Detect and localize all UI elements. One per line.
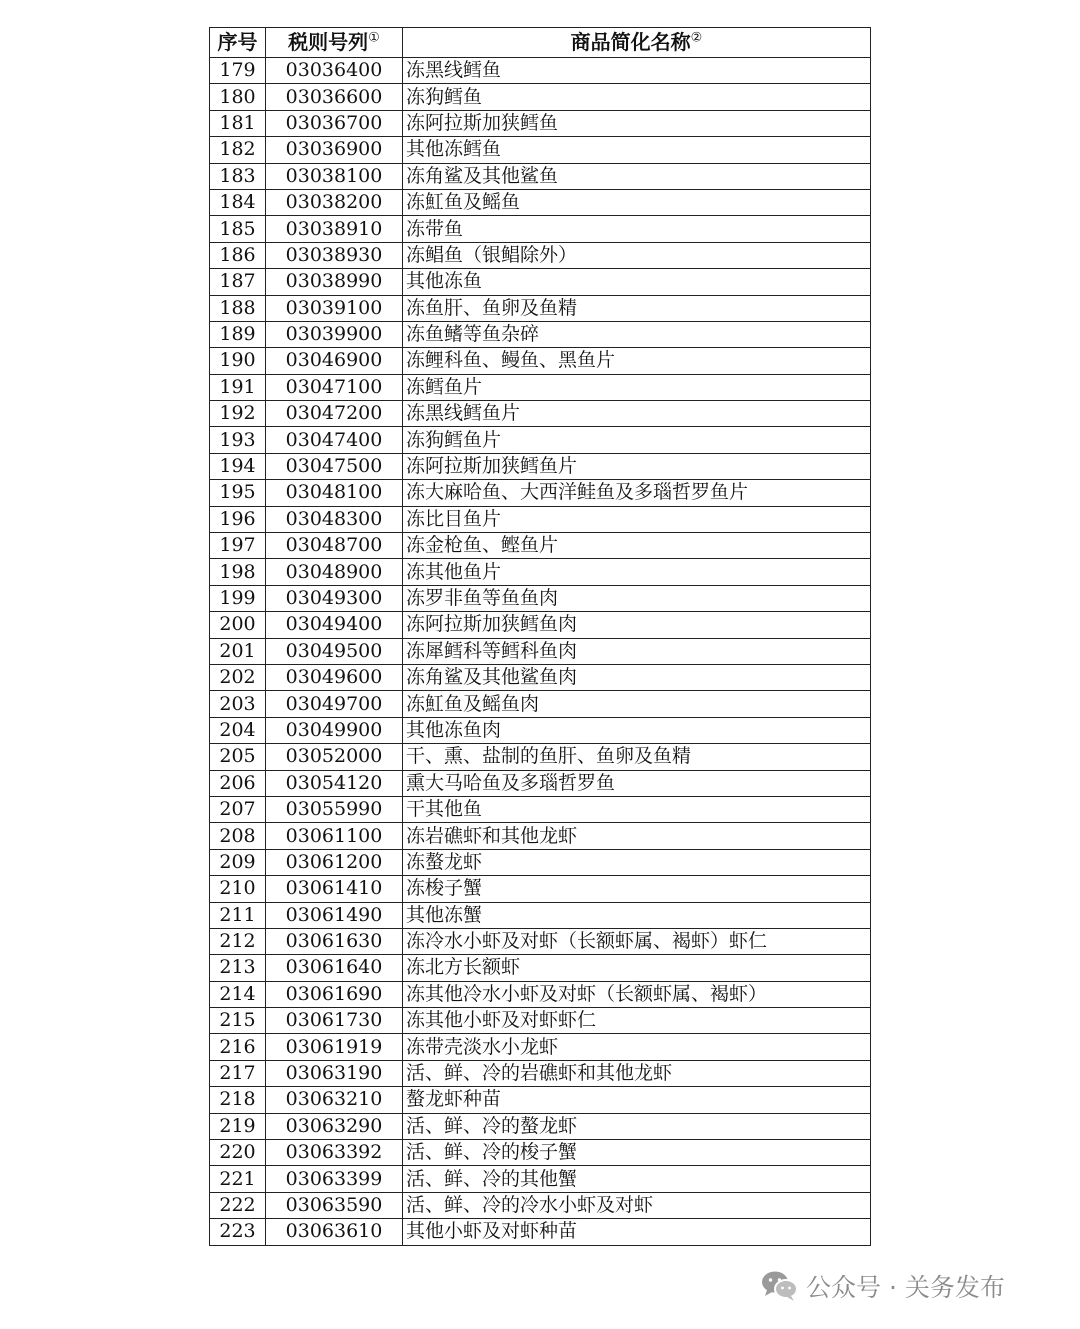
serial-number-cell: 221 bbox=[210, 1166, 266, 1192]
serial-number-cell: 213 bbox=[210, 955, 266, 981]
product-name-cell: 冻其他鱼片 bbox=[403, 559, 871, 585]
tariff-code-cell: 03049500 bbox=[266, 638, 403, 664]
product-name-cell: 冻带鱼 bbox=[403, 216, 871, 242]
tariff-code-cell: 03061200 bbox=[266, 849, 403, 875]
product-name-cell: 活、鲜、冷的岩礁虾和其他龙虾 bbox=[403, 1060, 871, 1086]
product-name-cell: 干、熏、盐制的鱼肝、鱼卵及鱼精 bbox=[403, 744, 871, 770]
tariff-code-cell: 03039900 bbox=[266, 321, 403, 347]
serial-number-cell: 193 bbox=[210, 427, 266, 453]
table-row bbox=[210, 770, 871, 796]
product-name-cell: 冻鱼肝、鱼卵及鱼精 bbox=[403, 295, 871, 321]
tariff-code-cell: 03061690 bbox=[266, 981, 403, 1007]
serial-number-cell: 198 bbox=[210, 559, 266, 585]
product-name-cell: 冻魟鱼及鳐鱼 bbox=[403, 189, 871, 215]
table-row bbox=[210, 1140, 871, 1166]
product-name-cell: 其他冻蟹 bbox=[403, 902, 871, 928]
tariff-code-cell: 03063590 bbox=[266, 1192, 403, 1218]
table-row bbox=[210, 58, 871, 84]
product-name-cell: 冻比目鱼片 bbox=[403, 506, 871, 532]
table-row bbox=[210, 928, 871, 954]
table-row bbox=[210, 1113, 871, 1139]
product-name-cell: 冻阿拉斯加狭鳕鱼肉 bbox=[403, 612, 871, 638]
serial-number-cell: 208 bbox=[210, 823, 266, 849]
tariff-code-cell: 03038200 bbox=[266, 189, 403, 215]
product-name-cell: 冻罗非鱼等鱼鱼肉 bbox=[403, 585, 871, 611]
tariff-code-cell: 03046900 bbox=[266, 348, 403, 374]
tariff-code-cell: 03061919 bbox=[266, 1034, 403, 1060]
table-body bbox=[210, 58, 871, 1246]
serial-number-cell: 184 bbox=[210, 189, 266, 215]
product-name-cell: 其他冻鳕鱼 bbox=[403, 137, 871, 163]
serial-number-cell: 212 bbox=[210, 928, 266, 954]
tariff-code-cell: 03047200 bbox=[266, 401, 403, 427]
serial-number-cell: 218 bbox=[210, 1087, 266, 1113]
tariff-code-cell: 03048700 bbox=[266, 533, 403, 559]
product-name-cell: 冻其他冷水小虾及对虾（长额虾属、褐虾） bbox=[403, 981, 871, 1007]
tariff-code-cell: 03049600 bbox=[266, 664, 403, 690]
tariff-code-cell: 03055990 bbox=[266, 796, 403, 822]
product-name-cell: 冻带壳淡水小龙虾 bbox=[403, 1034, 871, 1060]
serial-number-cell: 206 bbox=[210, 770, 266, 796]
tariff-code-cell: 03054120 bbox=[266, 770, 403, 796]
product-name-cell: 冻鳕鱼片 bbox=[403, 374, 871, 400]
table-row bbox=[210, 1192, 871, 1218]
serial-number-cell: 194 bbox=[210, 453, 266, 479]
table-row bbox=[210, 1034, 871, 1060]
tariff-code-cell: 03061490 bbox=[266, 902, 403, 928]
product-name-cell: 冻黑线鳕鱼 bbox=[403, 58, 871, 84]
table-row bbox=[210, 269, 871, 295]
tariff-code-cell: 03038100 bbox=[266, 163, 403, 189]
tariff-code-cell: 03038990 bbox=[266, 269, 403, 295]
table-row bbox=[210, 664, 871, 690]
tariff-code-cell: 03063290 bbox=[266, 1113, 403, 1139]
table-row bbox=[210, 453, 871, 479]
tariff-code-cell: 03048100 bbox=[266, 480, 403, 506]
table-row bbox=[210, 533, 871, 559]
serial-number-cell: 219 bbox=[210, 1113, 266, 1139]
serial-number-cell: 190 bbox=[210, 348, 266, 374]
header-product-name: 商品简化名称② bbox=[403, 28, 871, 58]
serial-number-cell: 204 bbox=[210, 717, 266, 743]
table-row bbox=[210, 321, 871, 347]
tariff-code-cell: 03061630 bbox=[266, 928, 403, 954]
serial-number-cell: 187 bbox=[210, 269, 266, 295]
table-row bbox=[210, 242, 871, 268]
header-tariff-code: 税则号列① bbox=[266, 28, 403, 58]
table-row bbox=[210, 796, 871, 822]
table-row bbox=[210, 1087, 871, 1113]
table-row bbox=[210, 189, 871, 215]
product-name-cell: 冻角鲨及其他鲨鱼 bbox=[403, 163, 871, 189]
product-name-cell: 冻犀鳕科等鳕科鱼肉 bbox=[403, 638, 871, 664]
table-row bbox=[210, 849, 871, 875]
serial-number-cell: 191 bbox=[210, 374, 266, 400]
product-name-cell: 熏大马哈鱼及多瑙哲罗鱼 bbox=[403, 770, 871, 796]
table-row bbox=[210, 506, 871, 532]
table-row bbox=[210, 84, 871, 110]
table-row bbox=[210, 1060, 871, 1086]
footnote-marker: ① bbox=[368, 30, 380, 46]
product-name-cell: 冻梭子蟹 bbox=[403, 876, 871, 902]
table-row bbox=[210, 401, 871, 427]
tariff-code-cell: 03049400 bbox=[266, 612, 403, 638]
tariff-code-cell: 03061640 bbox=[266, 955, 403, 981]
product-name-cell: 冻黑线鳕鱼片 bbox=[403, 401, 871, 427]
table-row bbox=[210, 480, 871, 506]
tariff-code-cell: 03063210 bbox=[266, 1087, 403, 1113]
serial-number-cell: 189 bbox=[210, 321, 266, 347]
product-name-cell: 冻狗鳕鱼片 bbox=[403, 427, 871, 453]
tariff-code-cell: 03063399 bbox=[266, 1166, 403, 1192]
serial-number-cell: 188 bbox=[210, 295, 266, 321]
table-row bbox=[210, 137, 871, 163]
table-row bbox=[210, 1008, 871, 1034]
tariff-code-cell: 03047400 bbox=[266, 427, 403, 453]
table-row bbox=[210, 163, 871, 189]
serial-number-cell: 185 bbox=[210, 216, 266, 242]
product-name-cell: 冻魟鱼及鳐鱼肉 bbox=[403, 691, 871, 717]
serial-number-cell: 196 bbox=[210, 506, 266, 532]
serial-number-cell: 192 bbox=[210, 401, 266, 427]
serial-number-cell: 214 bbox=[210, 981, 266, 1007]
serial-number-cell: 222 bbox=[210, 1192, 266, 1218]
serial-number-cell: 215 bbox=[210, 1008, 266, 1034]
product-name-cell: 干其他鱼 bbox=[403, 796, 871, 822]
tariff-code-cell: 03049300 bbox=[266, 585, 403, 611]
tariff-code-cell: 03036700 bbox=[266, 110, 403, 136]
product-name-cell: 冻鲤科鱼、鳗鱼、黑鱼片 bbox=[403, 348, 871, 374]
serial-number-cell: 211 bbox=[210, 902, 266, 928]
serial-number-cell: 195 bbox=[210, 480, 266, 506]
product-name-cell: 冻岩礁虾和其他龙虾 bbox=[403, 823, 871, 849]
table-row bbox=[210, 955, 871, 981]
table-row bbox=[210, 559, 871, 585]
product-name-cell: 冻阿拉斯加狭鳕鱼 bbox=[403, 110, 871, 136]
product-name-cell: 冻冷水小虾及对虾（长额虾属、褐虾）虾仁 bbox=[403, 928, 871, 954]
tariff-code-cell: 03039100 bbox=[266, 295, 403, 321]
serial-number-cell: 203 bbox=[210, 691, 266, 717]
tariff-code-cell: 03048900 bbox=[266, 559, 403, 585]
serial-number-cell: 209 bbox=[210, 849, 266, 875]
product-name-cell: 冻大麻哈鱼、大西洋鲑鱼及多瑙哲罗鱼片 bbox=[403, 480, 871, 506]
table-row bbox=[210, 1166, 871, 1192]
serial-number-cell: 220 bbox=[210, 1140, 266, 1166]
table-row bbox=[210, 216, 871, 242]
product-name-cell: 活、鲜、冷的梭子蟹 bbox=[403, 1140, 871, 1166]
table-header-row bbox=[210, 28, 871, 58]
serial-number-cell: 201 bbox=[210, 638, 266, 664]
serial-number-cell: 182 bbox=[210, 137, 266, 163]
tariff-code-cell: 03036600 bbox=[266, 84, 403, 110]
product-name-cell: 其他冻鱼 bbox=[403, 269, 871, 295]
serial-number-cell: 179 bbox=[210, 58, 266, 84]
tariff-code-cell: 03052000 bbox=[266, 744, 403, 770]
serial-number-cell: 223 bbox=[210, 1219, 266, 1245]
tariff-code-cell: 03061730 bbox=[266, 1008, 403, 1034]
serial-number-cell: 216 bbox=[210, 1034, 266, 1060]
table-row bbox=[210, 717, 871, 743]
product-name-cell: 冻角鲨及其他鲨鱼肉 bbox=[403, 664, 871, 690]
table-row bbox=[210, 902, 871, 928]
table-row bbox=[210, 348, 871, 374]
serial-number-cell: 217 bbox=[210, 1060, 266, 1086]
serial-number-cell: 197 bbox=[210, 533, 266, 559]
table-row bbox=[210, 638, 871, 664]
watermark bbox=[760, 1268, 1005, 1304]
product-name-cell: 活、鲜、冷的其他蟹 bbox=[403, 1166, 871, 1192]
product-name-cell: 其他小虾及对虾种苗 bbox=[403, 1219, 871, 1245]
tariff-code-cell: 03047500 bbox=[266, 453, 403, 479]
product-name-cell: 冻北方长额虾 bbox=[403, 955, 871, 981]
table-row bbox=[210, 110, 871, 136]
tariff-code-cell: 03063190 bbox=[266, 1060, 403, 1086]
product-name-cell: 冻狗鳕鱼 bbox=[403, 84, 871, 110]
tariff-code-cell: 03038910 bbox=[266, 216, 403, 242]
table-row bbox=[210, 981, 871, 1007]
tariff-code-cell: 03061100 bbox=[266, 823, 403, 849]
header-serial-number: 序号 bbox=[210, 28, 266, 58]
table-row bbox=[210, 585, 871, 611]
serial-number-cell: 199 bbox=[210, 585, 266, 611]
product-name-cell: 活、鲜、冷的冷水小虾及对虾 bbox=[403, 1192, 871, 1218]
wechat-icon bbox=[760, 1269, 800, 1303]
goods-table bbox=[209, 27, 871, 1246]
serial-number-cell: 202 bbox=[210, 664, 266, 690]
serial-number-cell: 183 bbox=[210, 163, 266, 189]
product-name-cell: 冻螯龙虾 bbox=[403, 849, 871, 875]
serial-number-cell: 205 bbox=[210, 744, 266, 770]
footnote-marker: ② bbox=[690, 30, 703, 46]
product-name-cell: 其他冻鱼肉 bbox=[403, 717, 871, 743]
tariff-code-cell: 03036900 bbox=[266, 137, 403, 163]
serial-number-cell: 200 bbox=[210, 612, 266, 638]
serial-number-cell: 180 bbox=[210, 84, 266, 110]
product-name-cell: 活、鲜、冷的螯龙虾 bbox=[403, 1113, 871, 1139]
tariff-code-cell: 03049900 bbox=[266, 717, 403, 743]
table-row bbox=[210, 1219, 871, 1245]
serial-number-cell: 181 bbox=[210, 110, 266, 136]
serial-number-cell: 186 bbox=[210, 242, 266, 268]
tariff-code-cell: 03036400 bbox=[266, 58, 403, 84]
product-name-cell: 冻其他小虾及对虾虾仁 bbox=[403, 1008, 871, 1034]
table-row bbox=[210, 612, 871, 638]
product-name-cell: 冻鲳鱼（银鲳除外） bbox=[403, 242, 871, 268]
tariff-code-cell: 03049700 bbox=[266, 691, 403, 717]
table-row bbox=[210, 744, 871, 770]
tariff-code-cell: 03063392 bbox=[266, 1140, 403, 1166]
serial-number-cell: 207 bbox=[210, 796, 266, 822]
product-name-cell: 冻金枪鱼、鲣鱼片 bbox=[403, 533, 871, 559]
table-row bbox=[210, 876, 871, 902]
product-name-cell: 冻鱼鳍等鱼杂碎 bbox=[403, 321, 871, 347]
tariff-code-cell: 03048300 bbox=[266, 506, 403, 532]
product-name-cell: 螯龙虾种苗 bbox=[403, 1087, 871, 1113]
tariff-code-cell: 03061410 bbox=[266, 876, 403, 902]
tariff-code-cell: 03038930 bbox=[266, 242, 403, 268]
table-row bbox=[210, 295, 871, 321]
table-row bbox=[210, 374, 871, 400]
table-row bbox=[210, 427, 871, 453]
tariff-code-cell: 03047100 bbox=[266, 374, 403, 400]
tariff-code-cell: 03063610 bbox=[266, 1219, 403, 1245]
product-name-cell: 冻阿拉斯加狭鳕鱼片 bbox=[403, 453, 871, 479]
table-row bbox=[210, 823, 871, 849]
watermark-text: 公众号 · 关务发布 bbox=[806, 1273, 1005, 1302]
table-row bbox=[210, 691, 871, 717]
serial-number-cell: 210 bbox=[210, 876, 266, 902]
